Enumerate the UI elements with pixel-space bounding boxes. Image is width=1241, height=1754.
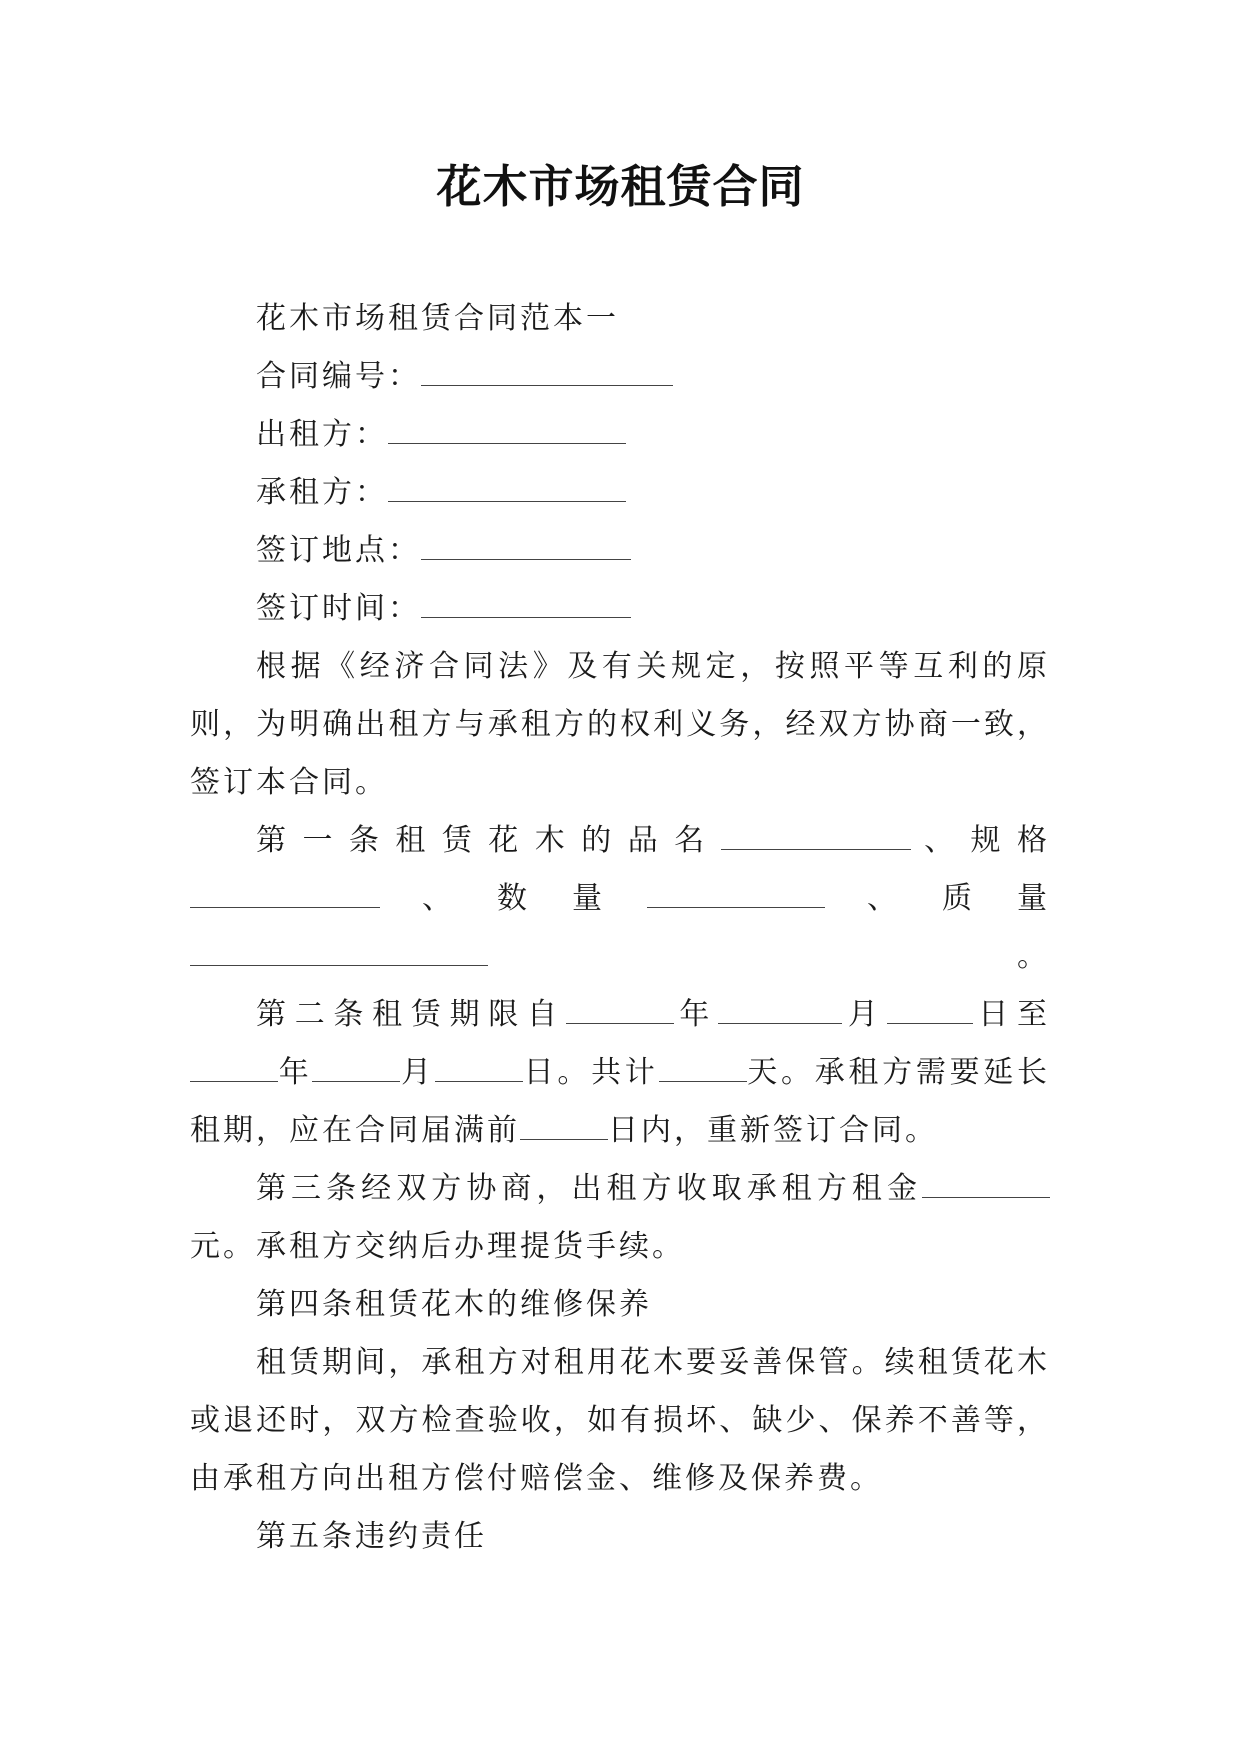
article-4-body: 租赁期间，承租方对租用花木要妥善保管。续租赁花木或退还时，双方检查验收，如有损坏、缺少、保养不善等，由承租方向出租方偿付赔偿金、维修及保养费。 bbox=[190, 1345, 1050, 1496]
signing-place-blank bbox=[421, 535, 631, 560]
item-name-blank bbox=[721, 825, 911, 850]
total-days-blank bbox=[659, 1057, 747, 1082]
rent-amount-blank bbox=[922, 1173, 1050, 1198]
subtitle-line bbox=[190, 290, 1050, 348]
quality-blank bbox=[190, 941, 488, 966]
month-label: 月 bbox=[842, 997, 887, 1032]
article-2-text: 第二条租赁期限自 bbox=[256, 997, 566, 1032]
subtitle-text: 花木市场租赁合同范本一 bbox=[256, 301, 619, 336]
lessor-line bbox=[190, 406, 1050, 464]
signing-place-label: 签订地点： bbox=[256, 533, 421, 568]
lessee-line bbox=[190, 464, 1050, 522]
renew-days-blank bbox=[520, 1115, 608, 1140]
article-1-end: 。 bbox=[488, 939, 1050, 974]
day-to-label: 日至 bbox=[972, 997, 1051, 1032]
end-day-blank bbox=[435, 1057, 523, 1082]
total-label: 日。共计 bbox=[522, 1055, 659, 1090]
lessor-label: 出租方： bbox=[256, 417, 388, 452]
article-3-end: 元。承租方交纳后办理提货手续。 bbox=[190, 1229, 685, 1264]
article-5-heading: 第五条违约责任 bbox=[256, 1519, 487, 1554]
signing-place-line bbox=[190, 522, 1050, 580]
document-body bbox=[190, 290, 1050, 1566]
quantity-blank bbox=[647, 883, 825, 908]
signing-time-line bbox=[190, 580, 1050, 638]
article-1-quality-label: 、质量 bbox=[825, 881, 1050, 916]
contract-number-label: 合同编号： bbox=[256, 359, 421, 394]
article-1-spec-label: 、规格 bbox=[910, 823, 1051, 858]
spec-blank bbox=[190, 883, 380, 908]
intro-paragraph: 根据《经济合同法》及有关规定，按照平等互利的原则，为明确出租方与承租方的权利义务，经双方协商一致，签订本合同。 bbox=[190, 649, 1050, 800]
start-year-blank bbox=[566, 999, 674, 1024]
signing-time-blank bbox=[421, 593, 631, 618]
lessee-label: 承租方： bbox=[256, 475, 388, 510]
renew-text: 日内，重新签订合同。 bbox=[608, 1113, 938, 1148]
extension-text: 天。承租方需要延长租期，应在合同届满前 bbox=[190, 1055, 1051, 1148]
end-month-label: 月 bbox=[400, 1055, 435, 1090]
start-day-blank bbox=[887, 999, 973, 1024]
lessor-blank bbox=[388, 419, 626, 444]
start-month-blank bbox=[718, 999, 842, 1024]
article-3 bbox=[190, 1160, 1050, 1276]
article-4-heading: 第四条租赁花木的维修保养 bbox=[256, 1287, 652, 1322]
article-1 bbox=[190, 812, 1050, 986]
page-title: 花木市场租赁合同 bbox=[436, 160, 805, 213]
year-label: 年 bbox=[673, 997, 719, 1032]
article-3-text: 第三条经双方协商，出租方收取承租方租金 bbox=[256, 1171, 922, 1206]
end-month-blank bbox=[312, 1057, 400, 1082]
end-year-blank bbox=[190, 1057, 278, 1082]
end-year-label: 年 bbox=[278, 1055, 313, 1090]
article-1-text: 第一条租赁花木的品名 bbox=[256, 823, 721, 858]
article-2 bbox=[190, 986, 1050, 1160]
signing-time-label: 签订时间： bbox=[256, 591, 421, 626]
article-1-qty-label: 、数量 bbox=[380, 881, 647, 916]
contract-number-line bbox=[190, 348, 1050, 406]
contract-number-blank bbox=[421, 361, 673, 386]
lessee-blank bbox=[388, 477, 626, 502]
